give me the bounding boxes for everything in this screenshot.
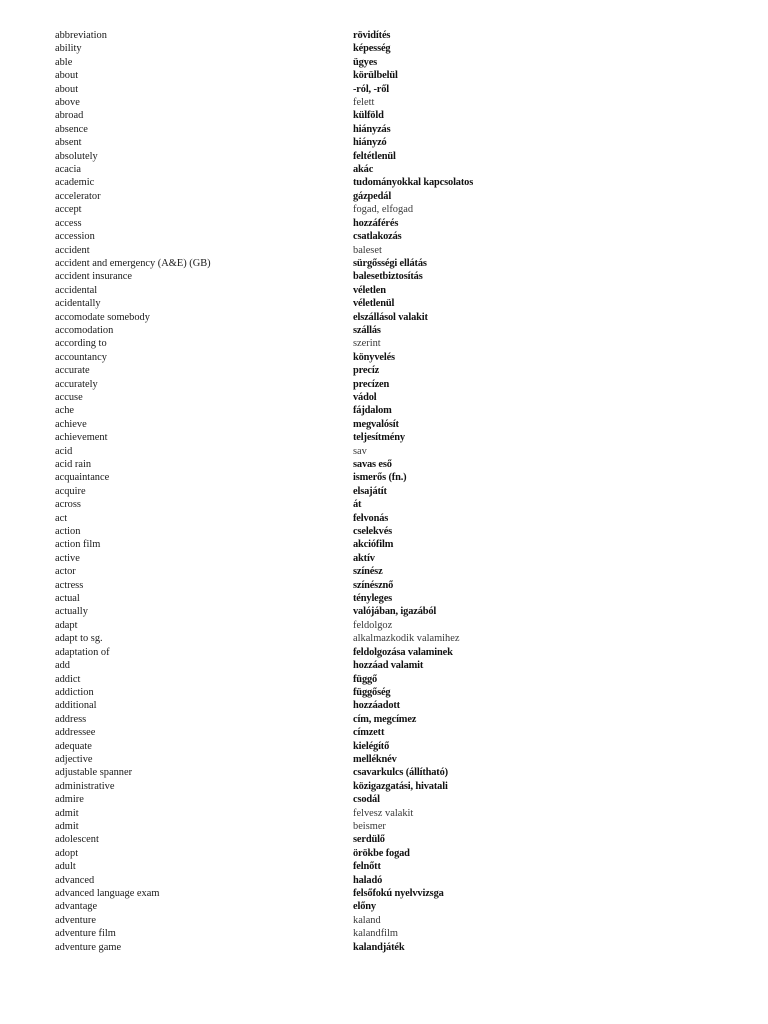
glossary-list	[0, 29, 768, 954]
english-term: accurate	[55, 365, 90, 377]
glossary-entry	[0, 176, 768, 189]
english-term: address	[55, 713, 87, 725]
glossary-entry	[0, 123, 768, 136]
glossary-entry	[0, 699, 768, 712]
english-term: about	[55, 83, 79, 95]
glossary-entry	[0, 632, 768, 645]
hungarian-translation: beismer	[353, 820, 386, 832]
glossary-entry	[0, 820, 768, 833]
glossary-entry	[0, 190, 768, 203]
english-term: additional	[55, 700, 97, 712]
english-term: accurately	[55, 378, 98, 390]
english-term: absent	[55, 137, 82, 149]
hungarian-translation: csodál	[353, 794, 380, 806]
english-term: achievement	[55, 432, 108, 444]
hungarian-translation: körülbelül	[353, 70, 398, 82]
english-term: admire	[55, 794, 84, 806]
glossary-entry	[0, 69, 768, 82]
glossary-entry	[0, 471, 768, 484]
english-term: accident insurance	[55, 271, 133, 283]
english-term: accomodation	[55, 324, 114, 336]
hungarian-translation: hozzáadott	[353, 700, 400, 712]
hungarian-translation: precíz	[353, 365, 380, 377]
hungarian-translation: akác	[353, 164, 374, 176]
hungarian-translation: hiányzó	[353, 137, 387, 149]
english-term: add	[55, 660, 71, 672]
english-term: advanced	[55, 874, 95, 886]
english-term: ache	[55, 405, 75, 417]
english-term: access	[55, 217, 82, 229]
hungarian-translation: ismerős (fn.)	[353, 472, 407, 484]
english-term: accountancy	[55, 351, 107, 363]
glossary-entry	[0, 42, 768, 55]
glossary-entry	[0, 136, 768, 149]
english-term: adjustable spanner	[55, 767, 133, 779]
english-term: about	[55, 70, 79, 82]
glossary-entry	[0, 270, 768, 283]
glossary-entry	[0, 900, 768, 913]
glossary-entry	[0, 565, 768, 578]
glossary-entry	[0, 713, 768, 726]
english-term: advanced language exam	[55, 888, 160, 899]
english-term: actually	[55, 606, 88, 618]
english-term: acacia	[55, 164, 81, 176]
hungarian-translation: elszállásol valakit	[353, 311, 428, 323]
english-term: adolescent	[55, 834, 99, 846]
english-term: accidental	[55, 284, 98, 296]
glossary-entry	[0, 485, 768, 498]
hungarian-translation: felsőfokú nyelvvizsga	[353, 888, 444, 899]
glossary-entry	[0, 686, 768, 699]
english-term: adequate	[55, 740, 92, 752]
hungarian-translation: örökbe fogad	[353, 847, 410, 859]
hungarian-translation: valójában, igazából	[353, 606, 437, 618]
glossary-entry	[0, 552, 768, 565]
glossary-entry	[0, 311, 768, 324]
glossary-entry	[0, 726, 768, 739]
glossary-entry	[0, 579, 768, 592]
english-term: adapt	[55, 619, 78, 631]
glossary-entry	[0, 351, 768, 364]
hungarian-translation: külföld	[353, 110, 384, 122]
glossary-entry	[0, 297, 768, 310]
hungarian-translation: feldolgoz	[353, 619, 393, 631]
glossary-entry	[0, 592, 768, 605]
hungarian-translation: cselekvés	[353, 526, 393, 538]
glossary-entry	[0, 217, 768, 230]
english-term: addressee	[55, 727, 96, 739]
hungarian-translation: aktív	[353, 552, 375, 564]
glossary-entry	[0, 887, 768, 900]
glossary-entry	[0, 83, 768, 96]
english-term: accelerator	[55, 190, 101, 202]
english-term: acquire	[55, 485, 86, 497]
hungarian-translation: hiányzás	[353, 123, 391, 135]
hungarian-translation: alkalmazkodik valamihez	[353, 633, 460, 645]
english-term: adapt to sg.	[55, 633, 103, 645]
hungarian-translation: kielégítő	[353, 740, 390, 752]
english-term: acid	[55, 445, 73, 457]
hungarian-translation: balesetbiztosítás	[353, 271, 423, 283]
english-term: adjective	[55, 753, 93, 765]
english-term: acid rain	[55, 459, 92, 470]
english-term: addiction	[55, 686, 94, 698]
hungarian-translation: könyvelés	[353, 351, 395, 363]
hungarian-translation: közigazgatási, hivatali	[353, 780, 448, 792]
hungarian-translation: -ról, -ről	[353, 83, 390, 95]
glossary-entry	[0, 605, 768, 618]
hungarian-translation: képesség	[353, 43, 391, 55]
glossary-entry	[0, 753, 768, 766]
hungarian-translation: véletlen	[353, 284, 386, 296]
glossary-entry	[0, 807, 768, 820]
glossary-entry	[0, 458, 768, 471]
hungarian-translation: baleset	[353, 244, 382, 256]
glossary-entry	[0, 203, 768, 216]
hungarian-translation: serdülő	[353, 834, 385, 846]
hungarian-translation: felvesz valakit	[353, 807, 414, 819]
glossary-entry	[0, 646, 768, 659]
english-term: advantage	[55, 901, 98, 913]
hungarian-translation: tényleges	[353, 593, 393, 605]
english-term: active	[55, 552, 80, 564]
hungarian-translation: megvalósít	[353, 418, 399, 430]
glossary-entry	[0, 109, 768, 122]
glossary-entry	[0, 847, 768, 860]
glossary-entry	[0, 498, 768, 511]
english-term: accept	[55, 204, 82, 216]
glossary-entry	[0, 337, 768, 350]
glossary-entry	[0, 431, 768, 444]
hungarian-translation: szerint	[353, 338, 381, 350]
hungarian-translation: függőség	[353, 686, 391, 698]
glossary-entry	[0, 860, 768, 873]
english-term: accomodate somebody	[55, 311, 150, 323]
english-term: adventure	[55, 914, 96, 926]
english-term: adopt	[55, 847, 79, 859]
glossary-entry	[0, 673, 768, 686]
english-term: acidentally	[55, 298, 101, 310]
hungarian-translation: elsajátít	[353, 485, 387, 497]
glossary-entry	[0, 364, 768, 377]
english-term: administrative	[55, 780, 115, 792]
hungarian-translation: ügyes	[353, 56, 378, 68]
hungarian-translation: hozzáférés	[353, 217, 399, 229]
hungarian-translation: haladó	[353, 874, 383, 886]
glossary-entry	[0, 257, 768, 270]
english-term: actual	[55, 593, 80, 605]
english-term: accuse	[55, 391, 83, 403]
english-term: adventure film	[55, 928, 116, 940]
english-term: abbreviation	[55, 30, 107, 41]
hungarian-translation: szállás	[353, 324, 381, 336]
hungarian-translation: fájdalom	[353, 405, 392, 417]
glossary-entry	[0, 29, 768, 42]
english-term: adaptation of	[55, 646, 110, 658]
hungarian-translation: feldolgozása valaminek	[353, 646, 453, 658]
hungarian-translation: függő	[353, 673, 378, 685]
hungarian-translation: melléknév	[353, 753, 397, 765]
glossary-entry	[0, 780, 768, 793]
glossary-entry	[0, 163, 768, 176]
english-term: absence	[55, 123, 88, 135]
glossary-entry	[0, 659, 768, 672]
hungarian-translation: címzett	[353, 727, 385, 739]
hungarian-translation: gázpedál	[353, 190, 392, 202]
hungarian-translation: felnőtt	[353, 861, 381, 873]
hungarian-translation: kaland	[353, 914, 381, 926]
glossary-entry	[0, 391, 768, 404]
english-term: according to	[55, 338, 107, 350]
hungarian-translation: kalandfilm	[353, 928, 399, 940]
english-term: admit	[55, 807, 79, 819]
glossary-entry	[0, 512, 768, 525]
english-term: adult	[55, 861, 76, 873]
english-term: accession	[55, 231, 95, 243]
hungarian-translation: színésznő	[353, 579, 394, 591]
hungarian-translation: át	[353, 499, 362, 511]
hungarian-translation: savas eső	[353, 459, 392, 470]
glossary-entry	[0, 378, 768, 391]
glossary-entry	[0, 525, 768, 538]
english-term: achieve	[55, 418, 87, 430]
glossary-entry	[0, 56, 768, 69]
hungarian-translation: cím, megcímez	[353, 713, 417, 725]
hungarian-translation: véletlenül	[353, 298, 395, 310]
english-term: actress	[55, 579, 84, 591]
english-term: actor	[55, 566, 76, 578]
english-term: admit	[55, 820, 79, 832]
hungarian-translation: csatlakozás	[353, 231, 402, 243]
glossary-entry	[0, 230, 768, 243]
glossary-entry	[0, 740, 768, 753]
hungarian-translation: felett	[353, 97, 375, 109]
hungarian-translation: vádol	[353, 391, 377, 403]
hungarian-translation: felvonás	[353, 512, 389, 524]
hungarian-translation: akciófilm	[353, 539, 394, 551]
english-term: absolutely	[55, 150, 98, 162]
hungarian-translation: rövidítés	[353, 30, 391, 41]
glossary-entry	[0, 927, 768, 940]
hungarian-translation: színész	[353, 566, 383, 578]
hungarian-translation: fogad, elfogad	[353, 204, 414, 216]
english-term: accident	[55, 244, 90, 256]
english-term: ability	[55, 43, 82, 55]
glossary-entry	[0, 150, 768, 163]
english-term: above	[55, 97, 80, 109]
english-term: able	[55, 56, 73, 68]
glossary-entry	[0, 874, 768, 887]
english-term: addict	[55, 673, 81, 685]
hungarian-translation: csavarkulcs (állítható)	[353, 767, 448, 779]
glossary-entry	[0, 404, 768, 417]
hungarian-translation: sav	[353, 445, 367, 457]
english-term: action	[55, 526, 81, 538]
english-term: action film	[55, 539, 101, 551]
english-term: adventure game	[55, 941, 122, 953]
glossary-entry	[0, 418, 768, 431]
glossary-entry	[0, 914, 768, 927]
english-term: academic	[55, 177, 95, 189]
hungarian-translation: sürgősségi ellátás	[353, 257, 427, 269]
hungarian-translation: feltétlenül	[353, 150, 396, 162]
hungarian-translation: teljesítmény	[353, 432, 405, 444]
glossary-entry	[0, 324, 768, 337]
hungarian-translation: tudományokkal kapcsolatos	[353, 177, 474, 189]
glossary-entry	[0, 619, 768, 632]
hungarian-translation: kalandjáték	[353, 941, 405, 953]
glossary-entry	[0, 833, 768, 846]
english-term: accident and emergency (A&E) (GB)	[55, 257, 211, 269]
hungarian-translation: előny	[353, 901, 376, 913]
english-term: across	[55, 499, 81, 511]
glossary-entry	[0, 244, 768, 257]
english-term: act	[55, 512, 68, 524]
hungarian-translation: hozzáad valamit	[353, 660, 424, 672]
glossary-entry	[0, 538, 768, 551]
glossary-entry	[0, 284, 768, 297]
glossary-entry	[0, 941, 768, 954]
hungarian-translation: precízen	[353, 378, 390, 390]
glossary-entry	[0, 766, 768, 779]
glossary-entry	[0, 445, 768, 458]
glossary-entry	[0, 793, 768, 806]
english-term: abroad	[55, 110, 84, 122]
english-term: acquaintance	[55, 472, 110, 484]
glossary-entry	[0, 96, 768, 109]
